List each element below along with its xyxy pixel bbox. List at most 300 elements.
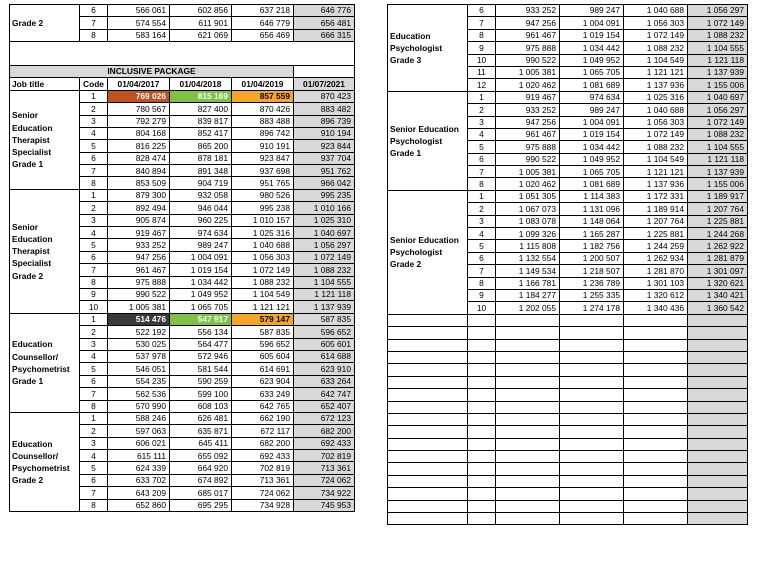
empty-cell: [468, 426, 496, 438]
empty-cell: [496, 351, 560, 363]
empty-cell: [232, 42, 294, 54]
empty-cell: [468, 401, 496, 413]
empty-cell: [388, 451, 468, 463]
salary-cell: 1 072 149: [688, 116, 748, 128]
salary-cell: 1 155 006: [688, 178, 748, 190]
salary-cell: 960 225: [170, 214, 232, 226]
empty-cell: [624, 475, 688, 487]
salary-cell: 713 361: [294, 462, 355, 474]
empty-cell: [388, 327, 468, 339]
empty-cell: [560, 475, 624, 487]
salary-cell: 656 481: [294, 17, 355, 29]
salary-cell: 1 104 549: [624, 54, 688, 66]
salary-cell: 662 190: [232, 412, 294, 424]
salary-cell: 769 026: [108, 90, 170, 102]
salary-cell: 1 225 881: [624, 228, 688, 240]
table-row: [388, 190, 748, 202]
salary-cell: 1 004 091: [560, 116, 624, 128]
salary-cell: 645 411: [170, 437, 232, 449]
empty-cell: [624, 463, 688, 475]
salary-cell: 1 049 952: [560, 153, 624, 165]
code-cell: 7: [80, 264, 108, 276]
empty-cell: [560, 314, 624, 326]
salary-cell: 605 604: [232, 350, 294, 362]
table-row: [10, 189, 355, 201]
empty-cell: [560, 500, 624, 512]
salary-cell: 989 247: [560, 104, 624, 116]
empty-cell: [468, 488, 496, 500]
empty-cell: [496, 488, 560, 500]
salary-cell: 713 361: [232, 474, 294, 486]
empty-cell: [496, 426, 560, 438]
salary-cell: 1 236 789: [560, 277, 624, 289]
code-cell: 1: [80, 412, 108, 424]
salary-cell: 562 536: [108, 388, 170, 400]
blank-row: [388, 463, 748, 475]
salary-cell: 816 225: [108, 140, 170, 152]
salary-cell: 1 207 764: [624, 215, 688, 227]
salary-cell: 1 025 316: [624, 91, 688, 103]
salary-cell: 635 871: [170, 425, 232, 437]
salary-cell: 682 200: [232, 437, 294, 449]
salary-cell: 1 040 697: [688, 91, 748, 103]
salary-cell: 905 874: [108, 214, 170, 226]
salary-cell: 883 488: [232, 115, 294, 127]
salary-cell: 1 088 232: [688, 29, 748, 41]
salary-cell: 537 978: [108, 350, 170, 362]
right-salary-table: [387, 4, 748, 525]
blank-row: [388, 488, 748, 500]
salary-cell: 566 061: [108, 5, 170, 17]
salary-cell: 1 121 118: [688, 153, 748, 165]
empty-cell: [560, 327, 624, 339]
salary-cell: 1 065 705: [170, 301, 232, 313]
salary-cell: 1 184 277: [496, 289, 560, 301]
code-cell: 8: [80, 499, 108, 511]
table-row: [10, 313, 355, 325]
salary-cell: 1 034 442: [560, 141, 624, 153]
empty-cell: [560, 401, 624, 413]
empty-cell: [560, 413, 624, 425]
salary-cell: 946 044: [170, 202, 232, 214]
salary-cell: 656 469: [232, 29, 294, 41]
empty-cell: [560, 351, 624, 363]
salary-cell: 804 168: [108, 127, 170, 139]
empty-cell: [688, 475, 748, 487]
empty-cell: [388, 488, 468, 500]
code-cell: 4: [80, 227, 108, 239]
code-cell: 9: [468, 289, 496, 301]
salary-cell: 602 856: [170, 5, 232, 17]
code-cell: 4: [468, 128, 496, 140]
salary-cell: 1 072 149: [232, 264, 294, 276]
salary-cell: 1 081 689: [560, 178, 624, 190]
salary-cell: 1 202 055: [496, 302, 560, 314]
salary-cell: 1 040 688: [624, 5, 688, 17]
salary-cell: 615 111: [108, 450, 170, 462]
header-date: 01/04/2017: [108, 78, 170, 90]
code-cell: 3: [80, 214, 108, 226]
empty-cell: [468, 339, 496, 351]
empty-cell: [388, 513, 468, 525]
salary-cell: 1 056 303: [624, 17, 688, 29]
empty-cell: [108, 42, 170, 54]
salary-cell: 633 702: [108, 474, 170, 486]
salary-cell: 724 062: [232, 487, 294, 499]
salary-cell: 626 481: [170, 412, 232, 424]
salary-cell: 1 340 421: [688, 289, 748, 301]
salary-cell: 587 835: [232, 326, 294, 338]
code-cell: 2: [468, 203, 496, 215]
empty-cell: [624, 376, 688, 388]
code-cell: 6: [80, 5, 108, 17]
salary-cell: 1 040 688: [232, 239, 294, 251]
salary-cell: 1 051 305: [496, 190, 560, 202]
salary-cell: 1 262 934: [624, 252, 688, 264]
empty-cell: [496, 376, 560, 388]
salary-cell: 1 301 103: [624, 277, 688, 289]
code-cell: 7: [80, 165, 108, 177]
salary-cell: 745 953: [294, 499, 355, 511]
empty-cell: [496, 475, 560, 487]
salary-cell: 682 200: [294, 425, 355, 437]
salary-cell: 910 191: [232, 140, 294, 152]
code-cell: 10: [80, 301, 108, 313]
salary-cell: 1 121 118: [688, 54, 748, 66]
salary-cell: 672 117: [232, 425, 294, 437]
salary-cell: 596 652: [232, 338, 294, 350]
salary-cell: 937 698: [232, 165, 294, 177]
code-cell: 2: [80, 425, 108, 437]
empty-cell: [624, 500, 688, 512]
salary-cell: 966 042: [294, 177, 355, 189]
job-title-cell: Senior Education Psychologist Grade 2: [388, 190, 468, 314]
empty-cell: [388, 314, 468, 326]
salary-cell: 570 990: [108, 400, 170, 412]
code-cell: 11: [468, 66, 496, 78]
empty-cell: [624, 438, 688, 450]
header-date: 01/04/2019: [232, 78, 294, 90]
salary-cell: 1 301 097: [688, 265, 748, 277]
code-cell: 5: [80, 140, 108, 152]
salary-cell: 590 259: [170, 375, 232, 387]
empty-cell: [232, 54, 294, 66]
code-cell: 7: [80, 487, 108, 499]
salary-cell: 547 917: [170, 313, 232, 325]
salary-cell: 892 494: [108, 202, 170, 214]
code-cell: 3: [80, 338, 108, 350]
salary-cell: 611 901: [170, 17, 232, 29]
salary-cell: 947 256: [496, 116, 560, 128]
empty-cell: [624, 413, 688, 425]
salary-cell: 1 019 154: [560, 29, 624, 41]
salary-cell: 1 067 073: [496, 203, 560, 215]
salary-cell: 724 062: [294, 474, 355, 486]
salary-cell: 852 417: [170, 127, 232, 139]
salary-cell: 1 056 303: [232, 251, 294, 263]
salary-cell: 1 004 091: [560, 17, 624, 29]
blank-row: [388, 426, 748, 438]
salary-cell: 1 049 952: [560, 54, 624, 66]
empty-cell: [388, 426, 468, 438]
code-cell: 4: [80, 350, 108, 362]
code-cell: 8: [80, 29, 108, 41]
salary-cell: 672 123: [294, 412, 355, 424]
salary-cell: 951 765: [232, 177, 294, 189]
salary-cell: 605 601: [294, 338, 355, 350]
salary-cell: 583 164: [108, 29, 170, 41]
empty-cell: [496, 401, 560, 413]
blank-row: [388, 475, 748, 487]
code-cell: 5: [468, 240, 496, 252]
salary-cell: 975 888: [496, 42, 560, 54]
salary-cell: 1 121 121: [232, 301, 294, 313]
empty-cell: [496, 500, 560, 512]
header-code: Code: [80, 78, 108, 90]
salary-cell: 633 249: [232, 388, 294, 400]
empty-cell: [688, 364, 748, 376]
code-cell: 9: [80, 288, 108, 300]
salary-cell: 1 165 287: [560, 228, 624, 240]
job-title-cell: Education Counsellor/ Psychometrist Grade 2: [10, 412, 80, 511]
salary-cell: 1 244 268: [688, 228, 748, 240]
salary-cell: 853 509: [108, 177, 170, 189]
empty-cell: [388, 351, 468, 363]
blank-row: [10, 54, 355, 66]
salary-cell: 1 360 542: [688, 302, 748, 314]
empty-cell: [624, 314, 688, 326]
salary-cell: 828 474: [108, 152, 170, 164]
salary-cell: 1 255 335: [560, 289, 624, 301]
salary-cell: 932 058: [170, 189, 232, 201]
empty-cell: [496, 513, 560, 525]
salary-cell: 1 019 154: [170, 264, 232, 276]
salary-cell: 923 847: [232, 152, 294, 164]
salary-cell: 1 040 697: [294, 227, 355, 239]
salary-cell: 980 526: [232, 189, 294, 201]
salary-cell: 1 244 259: [624, 240, 688, 252]
salary-cell: 572 946: [170, 350, 232, 362]
salary-cell: 666 315: [294, 29, 355, 41]
salary-cell: 1 182 756: [560, 240, 624, 252]
code-cell: 4: [80, 127, 108, 139]
empty-cell: [688, 351, 748, 363]
salary-cell: 695 295: [170, 499, 232, 511]
salary-cell: 642 765: [232, 400, 294, 412]
salary-cell: 621 069: [170, 29, 232, 41]
code-cell: 2: [468, 104, 496, 116]
salary-cell: 1 072 149: [688, 17, 748, 29]
empty-cell: [388, 401, 468, 413]
salary-cell: 870 426: [232, 103, 294, 115]
blank-row: [388, 327, 748, 339]
salary-cell: 1 207 764: [688, 203, 748, 215]
salary-cell: 974 634: [170, 227, 232, 239]
salary-cell: 1 020 462: [496, 178, 560, 190]
empty-cell: [496, 389, 560, 401]
code-cell: 8: [468, 277, 496, 289]
empty-cell: [468, 389, 496, 401]
salary-cell: 652 407: [294, 400, 355, 412]
salary-cell: 780 567: [108, 103, 170, 115]
blank-row: [388, 451, 748, 463]
empty-cell: [496, 413, 560, 425]
salary-cell: 1 121 121: [624, 166, 688, 178]
salary-cell: 1 132 554: [496, 252, 560, 264]
salary-cell: 1 010 166: [294, 202, 355, 214]
code-cell: 2: [80, 326, 108, 338]
empty-cell: [560, 438, 624, 450]
salary-cell: 606 021: [108, 437, 170, 449]
salary-cell: 1 099 326: [496, 228, 560, 240]
empty-cell: [496, 364, 560, 376]
code-cell: 3: [468, 215, 496, 227]
empty-cell: [80, 42, 108, 54]
salary-cell: 910 194: [294, 127, 355, 139]
empty-cell: [624, 426, 688, 438]
salary-cell: 588 246: [108, 412, 170, 424]
blank-row: [388, 314, 748, 326]
empty-cell: [560, 364, 624, 376]
code-cell: 5: [468, 141, 496, 153]
salary-cell: 664 920: [170, 462, 232, 474]
code-cell: 4: [80, 450, 108, 462]
salary-cell: 599 100: [170, 388, 232, 400]
empty-cell: [388, 376, 468, 388]
empty-cell: [496, 339, 560, 351]
salary-cell: 961 467: [496, 29, 560, 41]
salary-cell: 883 482: [294, 103, 355, 115]
job-title-cell: Education Psychologist Grade 3: [388, 5, 468, 92]
salary-cell: 556 134: [170, 326, 232, 338]
empty-cell: [560, 426, 624, 438]
table-row: [10, 90, 355, 102]
salary-cell: 1 056 297: [688, 5, 748, 17]
salary-cell: 1 149 534: [496, 265, 560, 277]
salary-cell: 546 051: [108, 363, 170, 375]
empty-cell: [468, 314, 496, 326]
left-salary-table: [9, 4, 355, 512]
empty-cell: [624, 339, 688, 351]
empty-cell: [294, 65, 355, 77]
salary-cell: 879 300: [108, 189, 170, 201]
code-cell: 1: [80, 189, 108, 201]
salary-cell: 646 779: [232, 17, 294, 29]
salary-cell: 975 888: [108, 276, 170, 288]
salary-cell: 637 218: [232, 5, 294, 17]
salary-cell: 989 247: [170, 239, 232, 251]
code-cell: 7: [468, 265, 496, 277]
empty-cell: [468, 351, 496, 363]
empty-cell: [560, 488, 624, 500]
empty-cell: [560, 389, 624, 401]
salary-cell: 1 088 232: [232, 276, 294, 288]
code-cell: 1: [80, 313, 108, 325]
code-cell: 6: [80, 474, 108, 486]
salary-cell: 623 904: [232, 375, 294, 387]
code-cell: 10: [468, 54, 496, 66]
salary-cell: 1 131 096: [560, 203, 624, 215]
salary-cell: 1 083 078: [496, 215, 560, 227]
salary-cell: 1 225 881: [688, 215, 748, 227]
salary-cell: 1 137 939: [294, 301, 355, 313]
salary-cell: 614 688: [294, 350, 355, 362]
salary-cell: 1 072 149: [294, 251, 355, 263]
code-cell: 3: [80, 437, 108, 449]
header-job-title: Job title: [10, 78, 80, 90]
salary-cell: 857 559: [232, 90, 294, 102]
salary-cell: 734 922: [294, 487, 355, 499]
code-cell: 6: [468, 153, 496, 165]
salary-cell: 1 010 157: [232, 214, 294, 226]
job-title-cell: Senior Education Psychologist Grade 1: [388, 91, 468, 190]
salary-cell: 633 264: [294, 375, 355, 387]
job-title-cell: Senior Education Therapist Specialist Grade 2: [10, 189, 80, 313]
salary-cell: 1 200 507: [560, 252, 624, 264]
empty-cell: [688, 389, 748, 401]
salary-cell: 1 104 555: [688, 141, 748, 153]
empty-cell: [624, 451, 688, 463]
table-row: [10, 412, 355, 424]
job-title-cell: Grade 2: [10, 5, 80, 42]
salary-cell: 652 860: [108, 499, 170, 511]
empty-cell: [108, 54, 170, 66]
empty-cell: [624, 351, 688, 363]
salary-cell: 1 025 310: [294, 214, 355, 226]
code-cell: 6: [468, 252, 496, 264]
salary-cell: 923 844: [294, 140, 355, 152]
code-cell: 5: [80, 462, 108, 474]
empty-cell: [624, 364, 688, 376]
code-cell: 8: [468, 178, 496, 190]
code-cell: 7: [80, 17, 108, 29]
salary-cell: 815 169: [170, 90, 232, 102]
blank-row: [388, 364, 748, 376]
salary-cell: 1 166 781: [496, 277, 560, 289]
salary-cell: 702 819: [294, 450, 355, 462]
salary-cell: 1 056 297: [294, 239, 355, 251]
salary-cell: 990 522: [108, 288, 170, 300]
salary-cell: 990 522: [496, 54, 560, 66]
code-cell: 7: [468, 17, 496, 29]
salary-cell: 974 634: [560, 91, 624, 103]
salary-cell: 1 104 549: [232, 288, 294, 300]
salary-cell: 597 063: [108, 425, 170, 437]
code-cell: 3: [468, 116, 496, 128]
empty-cell: [468, 451, 496, 463]
salary-cell: 995 235: [294, 189, 355, 201]
empty-cell: [496, 463, 560, 475]
salary-cell: 1 088 232: [624, 141, 688, 153]
empty-cell: [496, 451, 560, 463]
empty-cell: [496, 314, 560, 326]
empty-cell: [688, 438, 748, 450]
salary-cell: 1 072 149: [624, 128, 688, 140]
salary-cell: 1 005 381: [108, 301, 170, 313]
blank-row: [388, 401, 748, 413]
salary-cell: 1 104 555: [294, 276, 355, 288]
empty-cell: [688, 513, 748, 525]
code-cell: 2: [80, 103, 108, 115]
empty-cell: [468, 463, 496, 475]
empty-cell: [560, 463, 624, 475]
blank-row: [388, 351, 748, 363]
empty-cell: [688, 339, 748, 351]
salary-cell: 933 252: [496, 5, 560, 17]
salary-cell: 840 894: [108, 165, 170, 177]
empty-cell: [388, 500, 468, 512]
code-cell: 1: [468, 91, 496, 103]
